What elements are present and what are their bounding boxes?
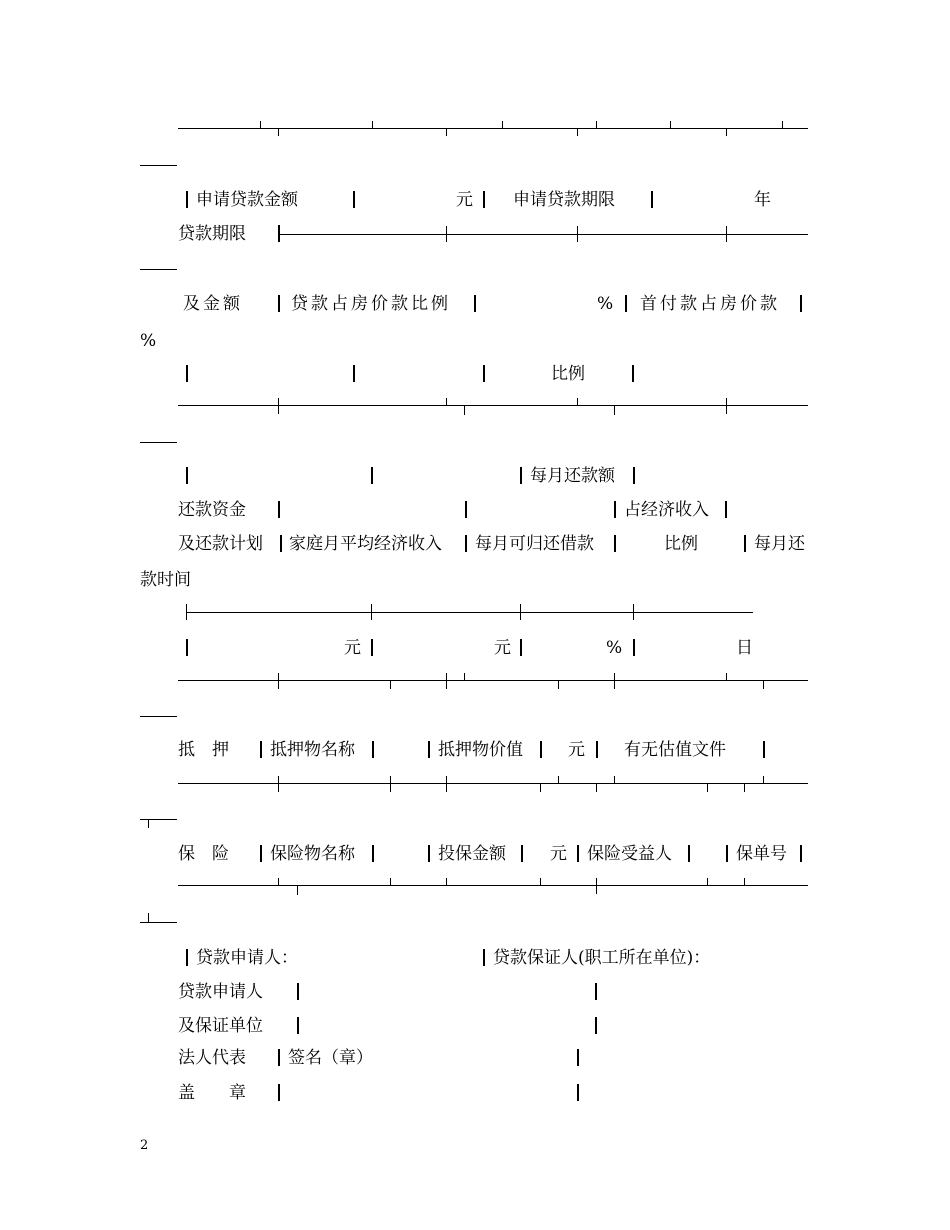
insurance-label: 保 险 [178, 844, 229, 864]
cell-bar [465, 501, 467, 518]
cell-bar [521, 845, 523, 862]
monthly-disposable-label: 每月可归还借款 [475, 534, 594, 554]
cell-bar [800, 295, 802, 312]
cell-bar [520, 639, 522, 656]
cell-bar [614, 535, 616, 552]
rule-tick [744, 878, 745, 886]
rule-tick [372, 121, 373, 129]
cell-bar [540, 741, 542, 758]
cell-bar [595, 1017, 597, 1034]
rule-wrap [140, 269, 177, 270]
ratio-label: 贷款占房价款比例 [291, 294, 451, 314]
cell-bar [614, 501, 616, 518]
cell-bar [800, 845, 802, 862]
ratio-percent: % [597, 294, 614, 314]
ratio-unit: % [606, 638, 623, 658]
rule-tick [614, 776, 615, 784]
rule-tick [782, 121, 783, 129]
rule-tick [446, 776, 447, 792]
cell-bar [353, 365, 355, 382]
rule-tick [446, 226, 447, 242]
rule-tick [446, 878, 447, 886]
loan-amount-label: 申请贷款金额 [196, 190, 298, 210]
cell-bar [280, 535, 282, 552]
rule-tick [390, 878, 391, 886]
appraisal-label: 有无估值文件 [624, 740, 726, 760]
rule-tick [614, 673, 615, 689]
rule-tick [464, 405, 465, 415]
rule-tick [464, 673, 465, 681]
cell-bar [371, 467, 373, 484]
rule-tick [278, 878, 279, 886]
guarantor-heading: 贷款保证人(职工所在单位)： [493, 948, 711, 968]
rule-tick [148, 819, 149, 828]
term-amount-label-l2: 及金额 [183, 294, 243, 314]
row-rule [178, 405, 808, 406]
row-rule [178, 680, 808, 681]
rule-tick [707, 783, 708, 792]
policy-number-label: 保单号 [736, 844, 787, 864]
rule-tick [540, 878, 541, 886]
cell-bar [744, 535, 746, 552]
rule-tick [186, 604, 187, 620]
monthly-repay-label: 每月还款额 [530, 466, 615, 486]
cell-bar [625, 295, 627, 312]
rule-tick [148, 913, 149, 922]
cell-bar [633, 639, 635, 656]
rule-tick [446, 398, 447, 406]
applicant-heading: 贷款申请人： [196, 948, 298, 968]
rule-tick [390, 776, 391, 792]
rule-tick [390, 680, 391, 689]
rule-tick [577, 226, 578, 242]
household-income-label: 家庭月平均经济收入 [289, 534, 442, 554]
cell-bar [651, 191, 653, 208]
cell-bar [186, 467, 188, 484]
row-rule [280, 234, 808, 235]
cell-bar [483, 365, 485, 382]
page-number: 2 [140, 1138, 149, 1153]
rule-tick [670, 121, 671, 129]
share-of-income-label: 占经济收入 [624, 500, 709, 520]
mortgage-value-label: 抵押物价值 [438, 740, 523, 760]
cell-bar [726, 845, 728, 862]
cell-bar [520, 467, 522, 484]
rule-tick [540, 783, 541, 792]
cell-bar [186, 949, 188, 966]
rule-tick [726, 398, 727, 414]
day-unit: 日 [736, 638, 753, 658]
rule-tick [371, 604, 372, 620]
cell-bar [297, 1017, 299, 1034]
loan-amount-unit: 元 [456, 190, 473, 210]
cell-bar [595, 983, 597, 1000]
cell-bar [186, 365, 188, 382]
cell-bar [633, 467, 635, 484]
cell-bar [278, 501, 280, 518]
rule-tick [558, 680, 559, 689]
cell-bar [353, 191, 355, 208]
cell-bar [186, 191, 188, 208]
cell-bar [372, 845, 374, 862]
cell-bar [577, 1084, 579, 1101]
row-rule [186, 612, 753, 613]
cell-bar [763, 741, 765, 758]
rule-tick [278, 398, 279, 414]
rule-tick [502, 121, 503, 129]
cell-bar [577, 1049, 579, 1066]
income-unit: 元 [344, 638, 361, 658]
down-payment-ratio-word: 比例 [551, 364, 585, 384]
rule-tick [744, 783, 745, 792]
rule-tick [558, 776, 559, 784]
cell-bar [428, 845, 430, 862]
insured-amount-label: 投保金额 [438, 844, 506, 864]
cell-bar [596, 741, 598, 758]
cell-bar [483, 949, 485, 966]
rule-wrap [140, 716, 177, 717]
rule-tick [577, 398, 578, 406]
rule-tick [297, 885, 298, 895]
insured-item-label: 保险物名称 [270, 844, 355, 864]
insured-amount-unit: 元 [550, 844, 567, 864]
rule-tick [726, 128, 727, 136]
cell-bar [725, 501, 727, 518]
mortgage-value-unit: 元 [568, 740, 585, 760]
cell-bar [186, 639, 188, 656]
cell-bar [483, 191, 485, 208]
repay-source-label-l1: 还款资金 [178, 500, 246, 520]
rule-wrap [140, 165, 177, 166]
row-rule [178, 783, 808, 784]
rule-tick [726, 673, 727, 681]
rule-wrap [140, 442, 177, 443]
beneficiary-label: 保险受益人 [587, 844, 672, 864]
rule-tick [763, 776, 764, 784]
rule-tick [278, 776, 279, 792]
cell-bar [465, 535, 467, 552]
cell-bar [260, 845, 262, 862]
cell-bar [688, 845, 690, 862]
cell-bar [371, 639, 373, 656]
rule-tick [763, 680, 764, 689]
disposable-unit: 元 [494, 638, 511, 658]
down-payment-percent: % [140, 331, 157, 351]
cell-bar [474, 295, 476, 312]
cell-bar [278, 295, 280, 312]
seal-label: 盖 章 [178, 1083, 246, 1103]
monthly-time-label-part2: 款时间 [140, 570, 191, 590]
row-rule [178, 885, 808, 886]
rule-tick [446, 128, 447, 136]
rule-tick [596, 878, 597, 894]
rule-tick [726, 226, 727, 242]
applicant-label-l2: 及保证单位 [178, 1016, 263, 1036]
loan-term-unit: 年 [754, 190, 771, 210]
mortgage-label: 抵 押 [178, 740, 229, 760]
mortgage-name-label: 抵押物名称 [270, 740, 355, 760]
cell-bar [428, 741, 430, 758]
repay-source-label-l2: 及还款计划 [178, 534, 263, 554]
rule-tick [633, 604, 634, 620]
rule-tick [577, 128, 578, 136]
rule-tick [707, 878, 708, 886]
cell-bar [260, 741, 262, 758]
cell-bar [632, 365, 634, 382]
cell-bar [297, 983, 299, 1000]
cell-bar [278, 1084, 280, 1101]
monthly-time-label-part1: 每月还 [754, 534, 805, 554]
rule-tick [596, 783, 597, 792]
rule-tick [260, 121, 261, 129]
rule-tick [596, 121, 597, 129]
cell-bar [372, 741, 374, 758]
loan-term-label: 申请贷款期限 [513, 190, 615, 210]
cell-bar [577, 845, 579, 862]
term-amount-label-l1: 贷款期限 [178, 224, 246, 244]
rule-tick [520, 604, 521, 620]
rule-tick [446, 673, 447, 689]
repay-ratio-label: 比例 [664, 534, 698, 554]
rule-tick [278, 128, 279, 136]
table-top-rule [178, 128, 808, 129]
applicant-label-l1: 贷款申请人 [178, 982, 263, 1002]
rule-wrap [140, 922, 177, 923]
signature-label: 签名（章） [288, 1048, 373, 1068]
legal-rep-label: 法人代表 [178, 1048, 246, 1068]
rule-tick [614, 405, 615, 415]
down-payment-label: 首付款占房价款 [640, 294, 780, 314]
rule-tick [278, 673, 279, 689]
cell-bar [278, 1049, 280, 1066]
rule-wrap [140, 819, 177, 820]
